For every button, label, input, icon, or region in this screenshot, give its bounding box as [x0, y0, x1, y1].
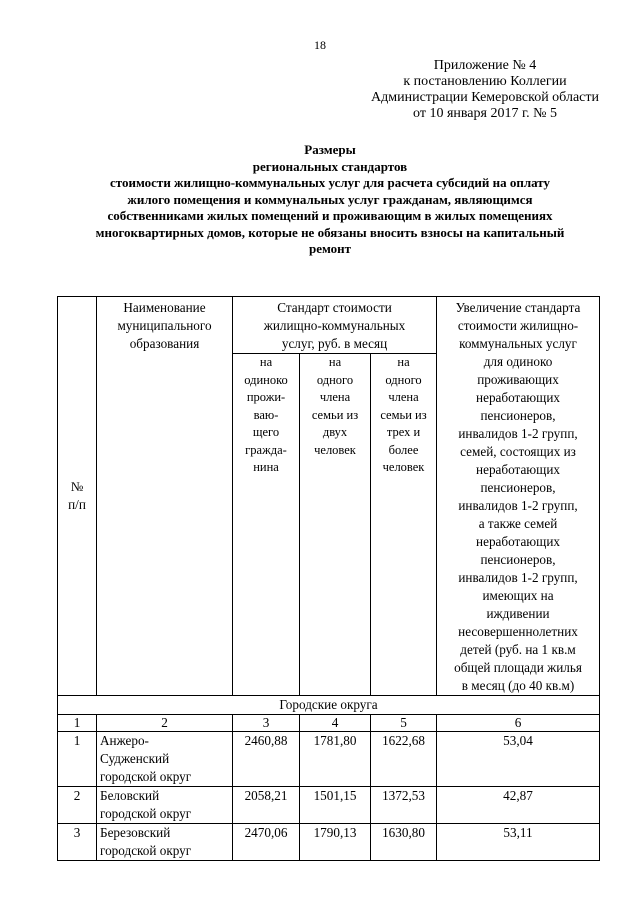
header-sub-three: на одного члена семьи из трех и более человек — [371, 354, 437, 696]
standards-table — [57, 296, 600, 861]
header-increase: Увеличение стандарта стоимости жилищно- коммунальных услуг для одиноко проживающих неработающих пенсионеров, инвалидов 1-2 групп, семей, состоящих из неработающих пенсионеров, инвалидов 1-2 групп, а также семей неработающих пенсионеров, инвалидов 1-2 групп, имеющих на иждивении несовершеннолетних детей (руб. на 1 кв.м общей площади жилья в месяц (до 40 кв.м) — [437, 297, 600, 696]
row-value-three: 1630,80 — [371, 824, 437, 861]
column-index: 1 — [58, 715, 97, 732]
row-value-single: 2470,06 — [233, 824, 300, 861]
row-num: 2 — [58, 787, 97, 824]
column-index-row — [58, 715, 600, 732]
title-line: многоквартирных домов, которые не обязаны вносить взносы на капитальный — [95, 224, 565, 240]
header-sub-single: на одиноко прожи- ваю- щего гражда- нина — [233, 354, 300, 696]
section-row — [58, 696, 600, 715]
appendix-block — [330, 58, 640, 122]
title-line: стоимости жилищно-коммунальных услуг для расчета субсидий на оплату — [110, 175, 550, 190]
row-value-single: 2460,88 — [233, 732, 300, 787]
header-standard: Стандарт стоимости жилищно-коммунальных услуг, руб. в месяц — [233, 297, 437, 354]
appendix-line: от 10 января 2017 г. № 5 — [413, 106, 557, 121]
appendix-line: к постановлению Коллегии — [403, 74, 567, 89]
appendix-line: Администрации Кемеровской области — [371, 90, 599, 105]
row-name: Анжеро- Судженский городской округ — [97, 732, 233, 787]
row-value-two: 1781,80 — [300, 732, 371, 787]
row-value-three: 1622,68 — [371, 732, 437, 787]
column-index: 6 — [437, 715, 600, 732]
row-value-two: 1501,15 — [300, 787, 371, 824]
header-sub-two: на одного члена семьи из двух человек — [300, 354, 371, 696]
column-index: 3 — [233, 715, 300, 732]
document-title — [50, 142, 610, 258]
row-value-increase: 53,11 — [437, 824, 600, 861]
title-line: ремонт — [308, 241, 352, 256]
header-name: Наименование муниципального образования — [97, 297, 233, 696]
header-row — [58, 297, 600, 354]
column-index: 4 — [300, 715, 371, 732]
title-line: региональных стандартов — [252, 158, 408, 174]
row-value-increase: 53,04 — [437, 732, 600, 787]
table-row — [58, 732, 600, 787]
page-number: 18 — [314, 38, 326, 52]
title-line: жилого помещения и коммунальных услуг гражданам, являющимся — [127, 191, 533, 207]
row-value-three: 1372,53 — [371, 787, 437, 824]
column-index: 2 — [97, 715, 233, 732]
appendix-line: Приложение № 4 — [433, 58, 537, 73]
row-num: 1 — [58, 732, 97, 787]
header-num: № п/п — [58, 297, 97, 696]
column-index: 5 — [371, 715, 437, 732]
title-line: Размеры — [304, 142, 356, 157]
row-name: Березовский городской округ — [97, 824, 233, 861]
row-num: 3 — [58, 824, 97, 861]
row-value-single: 2058,21 — [233, 787, 300, 824]
table-row — [58, 787, 600, 824]
row-value-two: 1790,13 — [300, 824, 371, 861]
row-name: Беловский городской округ — [97, 787, 233, 824]
section-title: Городские округа — [58, 696, 600, 715]
title-line: собственниками жилых помещений и проживающим в жилых помещениях — [107, 208, 553, 223]
table-row — [58, 824, 600, 861]
row-value-increase: 42,87 — [437, 787, 600, 824]
